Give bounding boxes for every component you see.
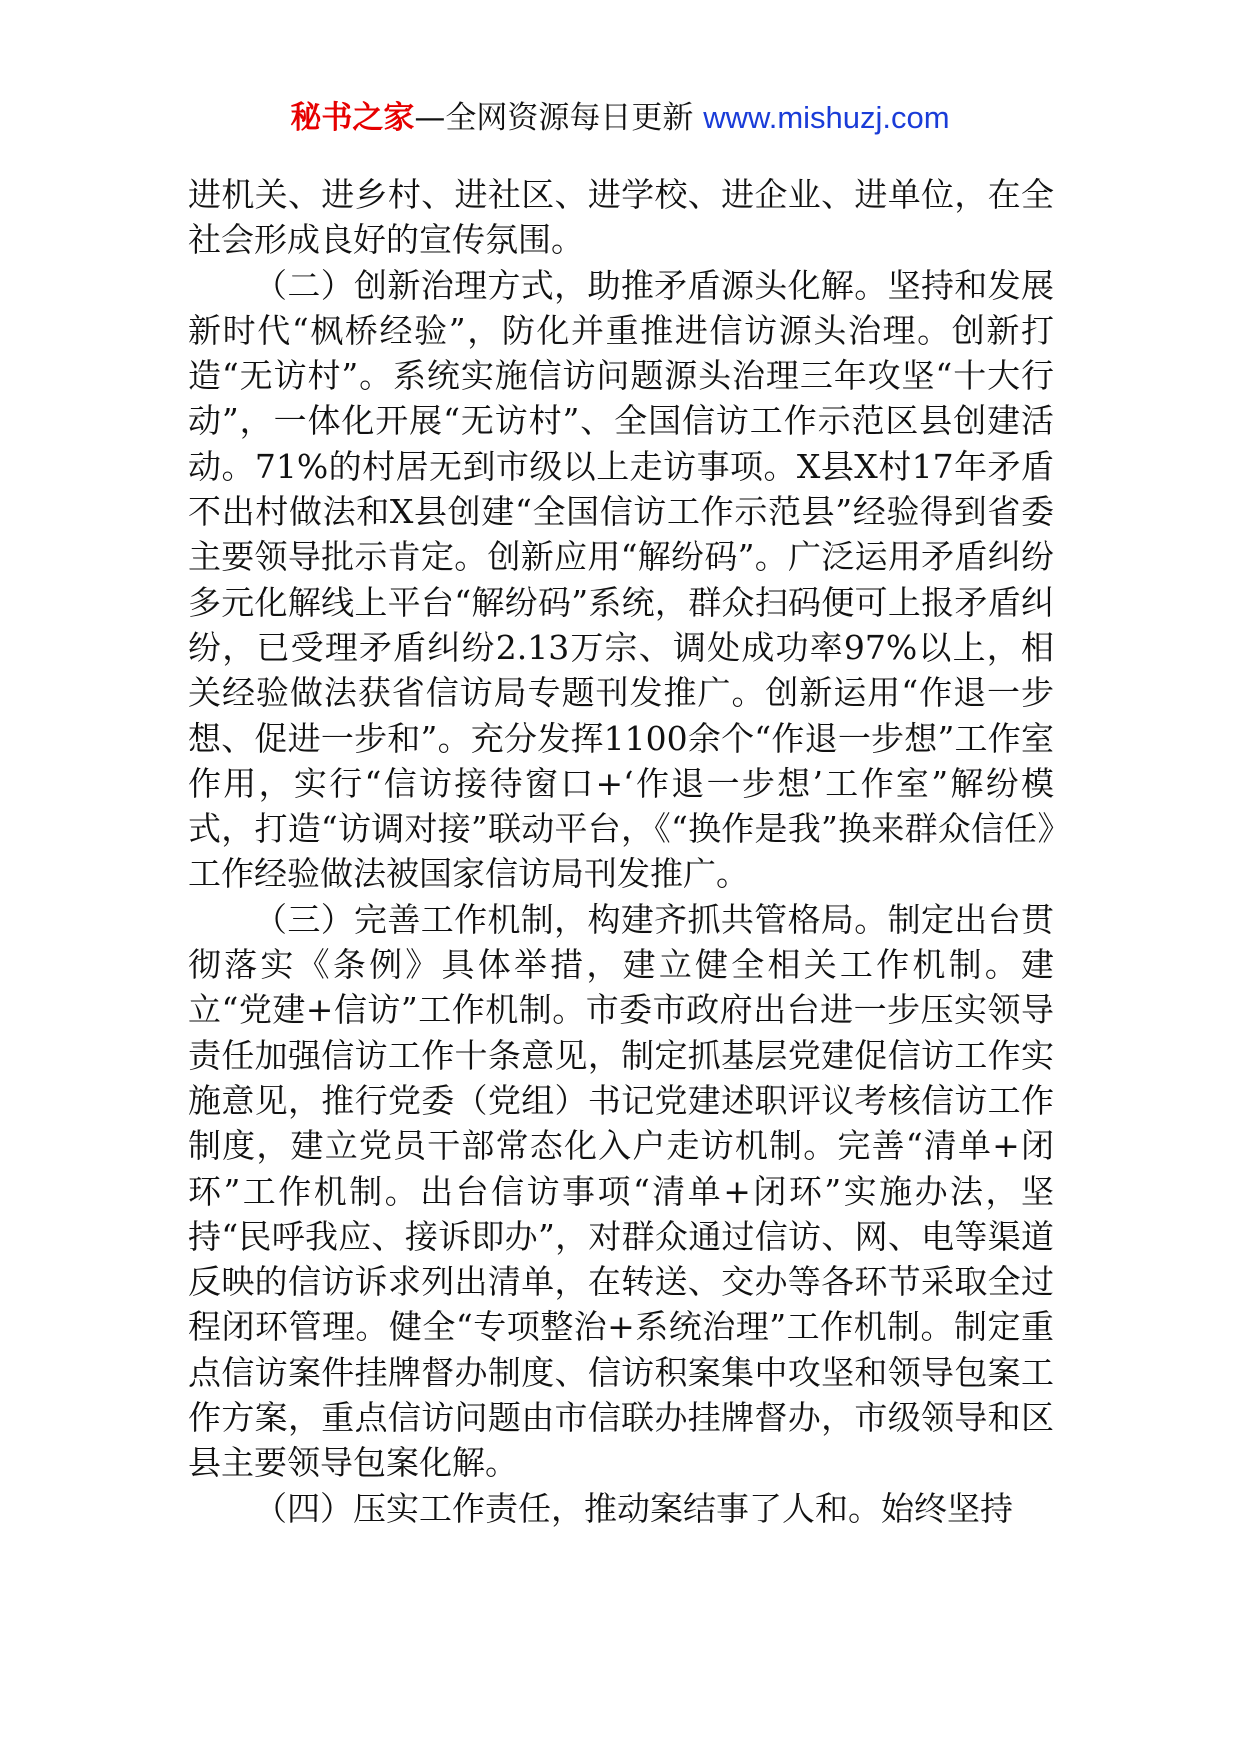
site-header [0,98,1240,138]
paragraph-section-3: （三）完善工作机制，构建齐抓共管格局。制定出台贯彻落实《条例》具体举措，建立健全相关工作机制。建立“党建+信访”工作机制。市委市政府出台进一步压实领导责任加强信访工作十条意见，制定抓基层党建促信访工作实施意见，推行党委（党组）书记党建述职评议考核信访工作制度，建立党员干部常态化入户走访机制。完善“清单+闭环”工作机制。出台信访事项“清单+闭环”实施办法，坚持“民呼我应、接诉即办”，对群众通过信访、网、电等渠道反映的信访诉求列出清单，在转送、交办等各环节采取全过程闭环管理。健全“专项整治+系统治理”工作机制。制定重点信访案件挂牌督办制度、信访积案集中攻坚和领导包案工作方案，重点信访问题由市信联办挂牌督办，市级领导和区县主要领导包案化解。 [188,899,1054,1483]
site-url-link[interactable]: www.mishuzj.com [703,100,950,135]
paragraph-continuation: 进机关、进乡村、进社区、进学校、进企业、进单位，在全社会形成良好的宣传氛围。 [188,175,1054,260]
site-tagline: —全网资源每日更新 [414,100,694,136]
document-body [188,172,1054,1531]
paragraph-section-4: （四）压实工作责任，推动案结事了人和。始终坚持 [254,1488,1013,1528]
site-brand: 秘书之家 [290,100,415,136]
paragraph-section-2: （二）创新治理方式，助推矛盾源头化解。坚持和发展新时代“枫桥经验”，防化并重推进信访源头治理。创新打造“无访村”。系统实施信访问题源头治理三年攻坚“十大行动”，一体化开展“无访村”、全国信访工作示范区县创建活动。71%的村居无到市级以上走访事项。X县X村17年矛盾不出村做法和X县创建“全国信访工作示范县”经验得到省委主要领导批示肯定。创新应用“解纷码”。广泛运用矛盾纠纷多元化解线上平台“解纷码”系统，群众扫码便可上报矛盾纠纷，已受理矛盾纠纷2.13万宗、调处成功率97%以上，相关经验做法获省信访局专题刊发推广。创新运用“作退一步想、促进一步和”。充分发挥1100余个“作退一步想”工作室作用，实行“信访接待窗口+‘作退一步想’工作室”解纷模式，打造“访调对接”联动平台，《“换作是我”换来群众信任》工作经验做法被国家信访局刊发推广。 [188,265,1054,894]
